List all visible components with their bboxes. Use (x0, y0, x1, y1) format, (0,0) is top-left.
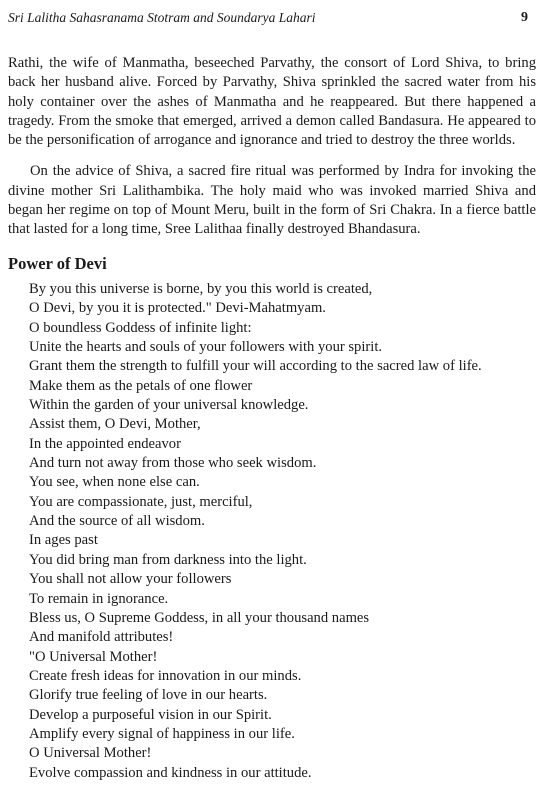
poem-line: Make them as the petals of one flower (29, 377, 253, 394)
paragraph: Rathi, the wife of Manmatha, beseeched Parvathy, the consort of Lord Shiva, to bring back her husband alive. Forced by Parvathy, Shiva sprinkled the sacred water from his holy container over the ashes of Manmatha and he reappeared. But there happened a tragedy. From the smoke that emerged, arrived a demon called Bandasura. He appeared to be the personification of arrogance and ignorance and tried to destroy the three worlds. (8, 55, 536, 149)
poem-line: Unite the hearts and souls of your followers with your spirit. (29, 339, 383, 356)
body-text (8, 54, 536, 252)
poem-line: Within the garden of your universal knowledge. (29, 397, 309, 414)
poem-line: Amplify every signal of happiness in our life. (29, 725, 295, 742)
poem-line: In the appointed endeavor (29, 435, 181, 452)
poem-line: You did bring man from darkness into the light. (29, 551, 307, 568)
page-number: 9 (521, 10, 528, 25)
poem-line: Evolve compassion and kindness in our attitude. (29, 764, 312, 781)
paragraph: On the advice of Shiva, a sacred fire ritual was performed by Indra for invoking the divine mother Sri Lalithambika. The holy maid who was invoked married Shiva and began her regime on top of Mount Meru, built in the form of Sri Chakra. In a fierce battle that lasted for a long time, Sree Lalithaa finally destroyed Bhandasura. (8, 163, 536, 238)
poem-line: To remain in ignorance. (29, 590, 169, 607)
poem-line: O Devi, by you it is protected." Devi-Mahatmyam. (29, 300, 326, 317)
poem-line: Develop a purposeful vision in our Spirit. (29, 706, 272, 723)
poem-line: And the source of all wisdom. (29, 513, 205, 530)
poem-line: O boundless Goddess of infinite light: (29, 319, 252, 336)
poem-line: By you this universe is borne, by you this world is created, (29, 281, 373, 297)
running-header (8, 9, 528, 31)
poem-line: You shall not allow your followers (29, 571, 232, 588)
poem-line: In ages past (29, 532, 98, 549)
poem-line: Glorify true feeling of love in our hearts. (29, 687, 268, 704)
poem-line: Assist them, O Devi, Mother, (29, 416, 201, 433)
poem-block (29, 280, 538, 783)
running-header-title: Sri Lalitha Sahasranama Stotram and Soundarya Lahari (8, 10, 316, 25)
poem-line: O Universal Mother! (29, 745, 152, 762)
poem-line: Grant them the strength to fulfill your will according to the sacred law of life. (29, 358, 482, 375)
poem-line: Create fresh ideas for innovation in our minds. (29, 667, 302, 684)
poem-line: You are compassionate, just, merciful, (29, 493, 253, 510)
poem-line: Bless us, O Supreme Goddess, in all your thousand names (29, 609, 370, 626)
section-heading: Power of Devi (8, 254, 107, 273)
poem-line: "O Universal Mother! (29, 648, 158, 665)
poem-line: And turn not away from those who seek wisdom. (29, 455, 317, 472)
poem-line: You see, when none else can. (29, 474, 200, 491)
poem-line: And manifold attributes! (29, 629, 174, 646)
